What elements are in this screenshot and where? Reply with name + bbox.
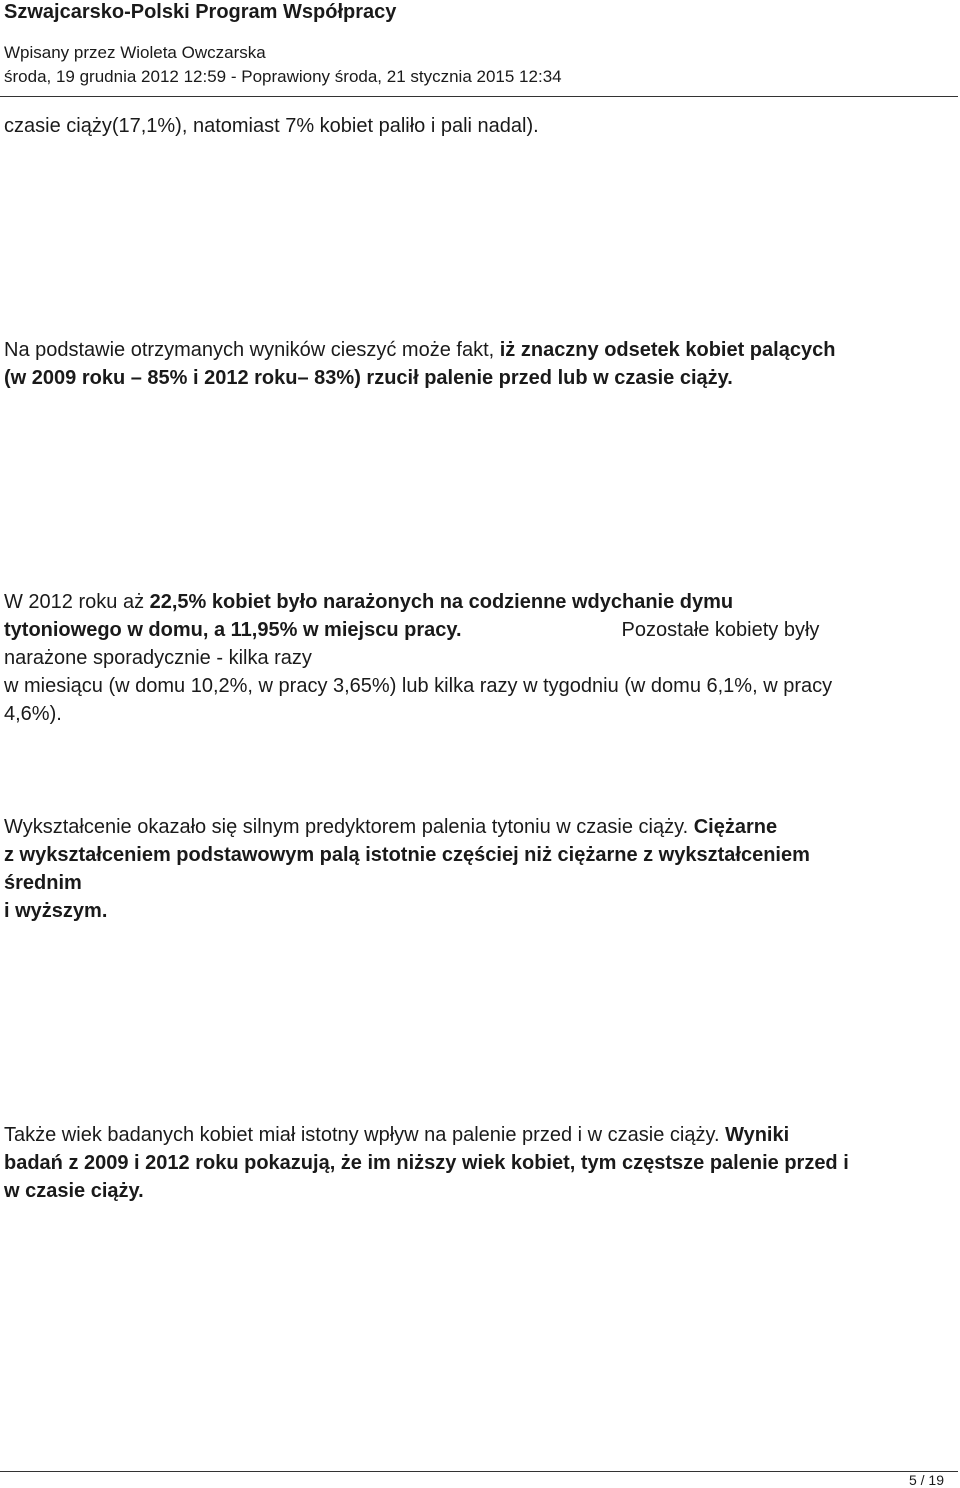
date-line: środa, 19 grudnia 2012 12:59 - Poprawiony środa, 21 stycznia 2015 12:34 <box>4 67 562 86</box>
paragraph-age <box>4 1121 954 1205</box>
text-normal: Wykształcenie okazało się silnym predyktorem palenia tytoniu w czasie ciąży. <box>4 816 694 838</box>
text-bold: iż znaczny odsetek kobiet palących <box>499 339 836 361</box>
page-number: 5 / 19 <box>908 1472 944 1488</box>
paragraph-line: czasie ciąży(17,1%), natomiast 7% kobiet paliło i pali nadal). <box>4 115 539 137</box>
text-normal: Na podstawie otrzymanych wyników cieszyć może fakt, <box>4 339 500 361</box>
text-bold: 22,5% kobiet było narażonych na codzienne wdychanie dymu <box>149 591 734 613</box>
paragraph-line: 4,6%). <box>4 703 62 725</box>
author-line: Wpisany przez Wioleta Owczarska <box>4 43 266 62</box>
paragraph-line: średnim <box>4 872 82 894</box>
paragraph-line <box>4 813 954 841</box>
paragraph-line <box>4 588 954 616</box>
paragraph-quit-smoking <box>4 336 954 392</box>
text-normal: Pozostałe kobiety były <box>621 619 820 641</box>
paragraph-line: badań z 2009 i 2012 roku pokazują, że im niższy wiek kobiet, tym częstsze palenie przed i <box>4 1152 849 1174</box>
paragraph-line <box>4 616 954 644</box>
paragraph-line: w miesiącu (w domu 10,2%, w pracy 3,65%) lub kilka razy w tygodniu (w domu 6,1%, w pracy <box>4 675 833 697</box>
paragraph-line: w czasie ciąży. <box>4 1180 144 1202</box>
paragraph-line <box>4 336 954 364</box>
paragraph-secondhand-smoke <box>4 588 954 728</box>
paragraph-line <box>4 1121 954 1149</box>
text-normal: Także wiek badanych kobiet miał istotny wpływ na palenie przed i w czasie ciąży. <box>4 1124 726 1146</box>
paragraph-line: (w 2009 roku – 85% i 2012 roku– 83%) rzucił palenie przed lub w czasie ciąży. <box>4 367 733 389</box>
footer-divider <box>0 1471 958 1472</box>
paragraph-line: i wyższym. <box>4 900 108 922</box>
paragraph-line: narażone sporadycznie - kilka razy <box>4 647 312 669</box>
paragraph-education <box>4 813 954 925</box>
page-header <box>0 0 958 97</box>
paragraph-line: z wykształceniem podstawowym palą istotnie częściej niż ciężarne z wykształceniem <box>4 844 810 866</box>
text-normal: W 2012 roku aż <box>4 591 150 613</box>
text-bold: tytoniowego w domu, a 11,95% w miejscu pracy. <box>4 619 462 641</box>
site-title: Szwajcarsko-Polski Program Współpracy <box>4 1 397 23</box>
paragraph-smoking-continued <box>4 112 954 140</box>
text-bold: Ciężarne <box>693 816 778 838</box>
text-bold: Wyniki <box>725 1124 790 1146</box>
